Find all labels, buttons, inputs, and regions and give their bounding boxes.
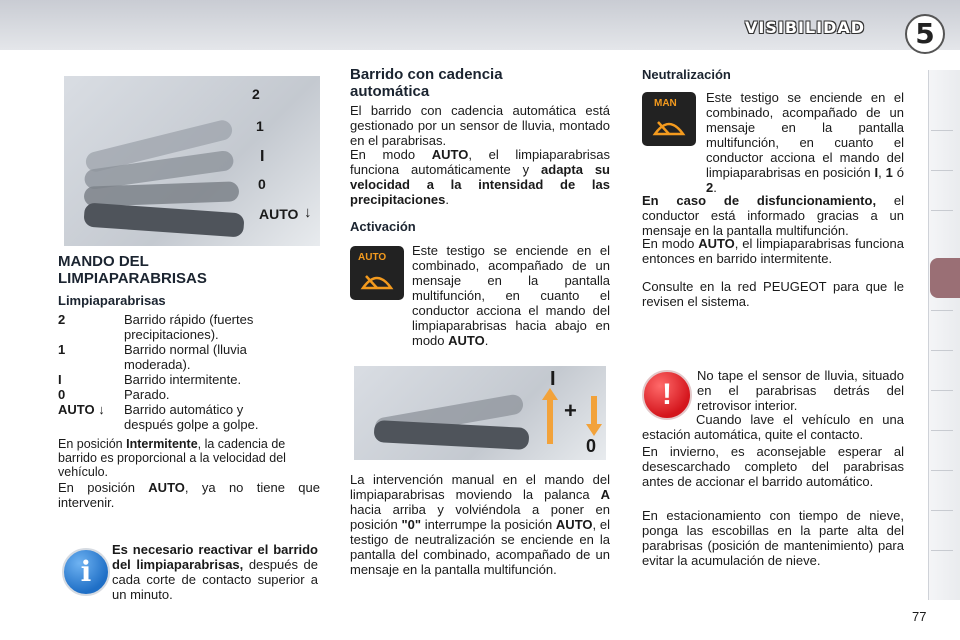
subtitle-neutralizacion: Neutralización	[642, 67, 731, 82]
page-number: 77	[912, 609, 927, 624]
fig1-label-0: 0	[258, 176, 266, 192]
chapter-title: VISIBILIDAD	[745, 18, 866, 37]
auto-intermittent-paragraph: En modo AUTO, el limpiaparabrisas funciona entonces en barrido intermitente.	[642, 236, 904, 266]
warning-icon: !	[642, 370, 692, 420]
fig1-label-1: 1	[256, 118, 264, 134]
fig1-label-2: 2	[252, 86, 260, 102]
chapter-rail	[928, 70, 960, 600]
man-wiper-warning-icon: MAN	[642, 92, 696, 146]
list-item: 2 Barrido rápido (fuertes precipitaciones).	[58, 312, 254, 342]
list-item: AUTO ↓ Barrido automático y después golpe a golpe.	[58, 402, 259, 432]
cadencia-paragraph-2: En modo AUTO, el limpiaparabrisas funciona automáticamente y adapta su velocidad a la intensidad de las precipitaciones.	[350, 147, 610, 207]
fig1-label-i: I	[260, 148, 265, 165]
auto-wiper-warning-icon: AUTO	[350, 246, 404, 300]
arrow-down-icon	[584, 394, 604, 438]
warning-text-2: Cuando lave el vehículo en una estación automática, quite el contacto.	[642, 412, 904, 442]
chapter-tab-active[interactable]	[930, 258, 960, 298]
arrow-down-icon: ↓	[304, 204, 312, 221]
peugeot-paragraph: Consulte en la red PEUGEOT para que le revisen el sistema.	[642, 279, 904, 309]
cadencia-paragraph-1: El barrido con cadencia automática está gestionado por un sensor de lluvia, montado en el parabrisas.	[350, 103, 610, 148]
section-title-cadencia: Barrido con cadencia automática	[350, 66, 503, 100]
main-title: MANDO DEL LIMPIAPARABRISAS	[58, 253, 207, 287]
info-icon: i	[62, 548, 110, 596]
list-item: I Barrido intermitente.	[58, 372, 242, 387]
intermitente-paragraph: En posición Intermitente, la cadencia de barrido es proporcional a la velocidad del vehículo.	[58, 437, 286, 479]
fig1-label-auto: AUTO	[259, 206, 299, 222]
activacion-paragraph: Este testigo se enciende en el combinado, acompañado de un mensaje en la pantalla multifunción, en cuanto el conductor acciona el mando del limpiaparabrisas hacia abajo en modo AUTO.	[412, 243, 610, 348]
info-note: Es necesario reactivar el barrido del limpiaparabrisas, después de cada corte de contacto superior a un minuto.	[112, 542, 318, 602]
subtitle-limpiaparabrisas: Limpiaparabrisas	[58, 293, 166, 308]
manual-intervention-paragraph: La intervención manual en el mando del limpiaparabrisas moviendo la palanca A hacia arriba y volviéndola a poner en posición "0" interrumpe la posición AUTO, el testigo de neutralización se enciende en la pantalla del combinado, acompañado de un mensaje en la pantalla multifunción.	[350, 472, 611, 577]
warning-text-1: No tape el sensor de lluvia, situado en el parabrisas detrás del retrovisor interior.	[697, 368, 904, 413]
wiper-stalk-photo	[64, 76, 320, 246]
fig2-label-plus: +	[564, 398, 577, 423]
chapter-number: 5	[905, 14, 945, 54]
subtitle-activacion: Activación	[350, 219, 416, 234]
fig2-label-i: I	[550, 368, 556, 390]
fig2-label-0: 0	[586, 436, 597, 456]
list-item: 0 Parado.	[58, 387, 170, 402]
arrow-up-icon	[540, 386, 560, 446]
disfuncionamiento-paragraph: En caso de disfuncionamiento, el conductor está informado gracias a un mensaje en la pantalla multifunción.	[642, 193, 905, 238]
neutralizacion-paragraph: Este testigo se enciende en el combinado, acompañado de un mensaje en la pantalla multifunción, en cuanto el conductor acciona el mando del limpiaparabrisas en posición I, 1 ó 2.	[706, 90, 904, 195]
auto-paragraph: En posición AUTO, ya no tiene que intervenir.	[58, 480, 320, 510]
list-item: 1 Barrido normal (lluvia moderada).	[58, 342, 247, 372]
warning-text-4: En estacionamiento con tiempo de nieve, ponga las escobillas en la parte alta del parabrisas (posición de mantenimiento) para evitar la acumulación de nieve.	[642, 508, 904, 568]
positions-list	[58, 312, 258, 432]
warning-text-3: En invierno, es aconsejable esperar al desescarchado completo del parabrisas antes de accionar el barrido automático.	[642, 444, 904, 489]
stalk-manual-photo	[354, 366, 606, 460]
